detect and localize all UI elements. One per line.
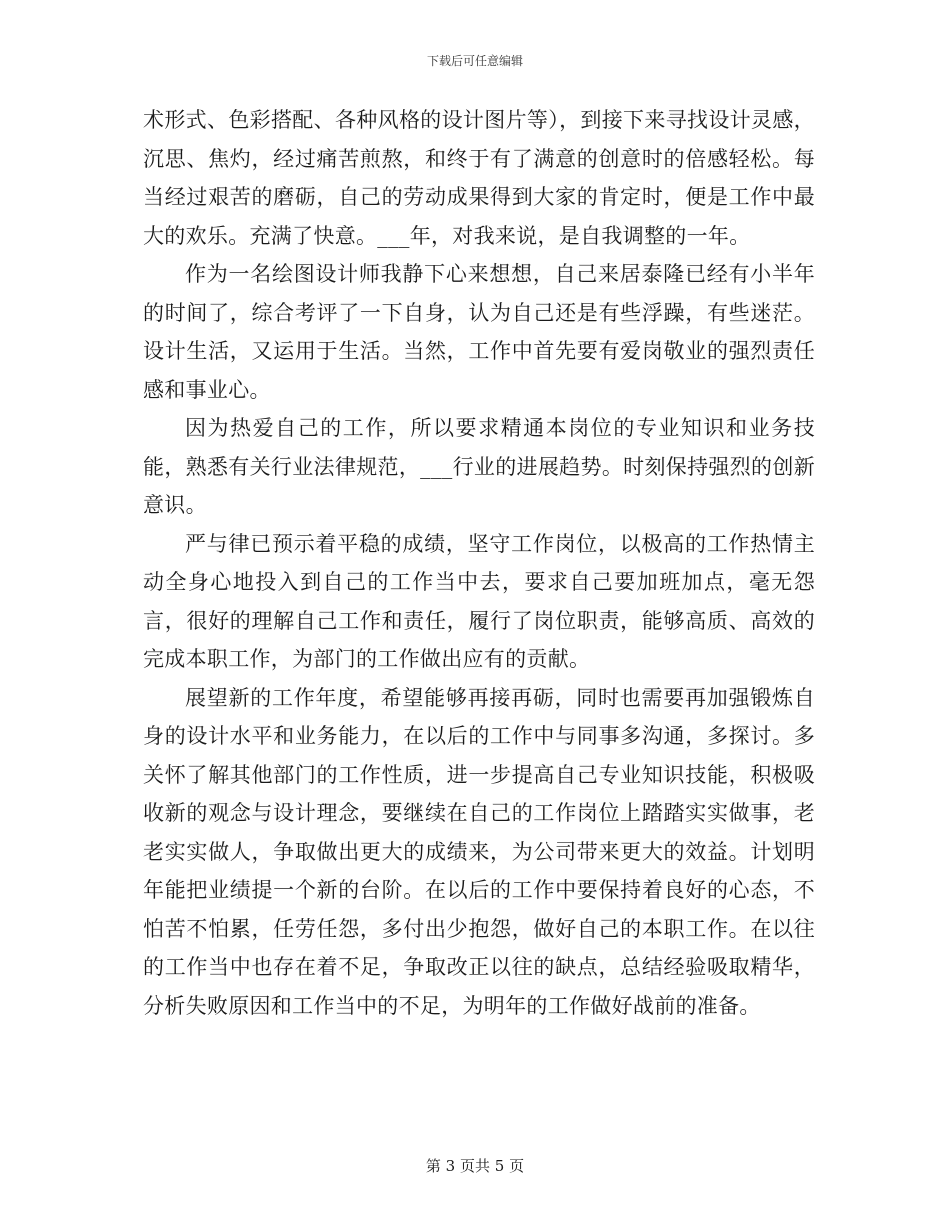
paragraph-3: 因为热爱自己的工作，所以要求精通本岗位的专业知识和业务技能，熟悉有关行业法律规范，___行业的进展趋势。时刻保持强烈的创新意识。 xyxy=(143,416,815,517)
page-number: 第 3 页共 5 页 xyxy=(425,1157,525,1175)
paragraph-5: 展望新的工作年度，希望能够再接再砺，同时也需要再加强锻炼自身的设计水平和业务能力，在以后的工作中与同事多沟通，多探讨。多关怀了解其他部门的工作性质，进一步提高自己专业知识技能，积极吸收新的观念与设计理念，要继续在自己的工作岗位上踏踏实实做事，老老实实做人，争取做出更大的成绩来，为公司带来更大的效益。计划明年能把业绩提一个新的台阶。在以后的工作中要保持着良好的心态，不怕苦不怕累，任劳任怨，多付出少抱怨，做好自己的本职工作。在以往的工作当中也存在着不足，争取改正以往的缺点，总结经验吸取精华，分析失败原因和工作当中的不足，为明年的工作做好战前的准备。 xyxy=(143,685,815,1018)
paragraph-1: 术形式、色彩搭配、各种风格的设计图片等），到接下来寻找设计灵感，沉思、焦灼，经过痛苦煎熬，和终于有了满意的创意时的倍感轻松。每当经过艰苦的磨砺，自己的劳动成果得到大家的肯定时，便是工作中最大的欢乐。充满了快意。___年，对我来说，是自我调整的一年。 xyxy=(143,108,815,248)
page-header-note: 下载后可任意编辑 xyxy=(426,54,523,68)
document-body xyxy=(143,101,815,1025)
paragraph-2: 作为一名绘图设计师我静下心来想想，自己来居泰隆已经有小半年的时间了，综合考评了一下自身，认为自己还是有些浮躁，有些迷茫。设计生活，又运用于生活。当然，工作中首先要有爱岗敬业的强烈责任感和事业心。 xyxy=(143,262,815,402)
paragraph-4: 严与律已预示着平稳的成绩，坚守工作岗位，以极高的工作热情主动全身心地投入到自己的工作当中去，要求自己要加班加点，毫无怨言，很好的理解自己工作和责任，履行了岗位职责，能够高质、高效的完成本职工作，为部门的工作做出应有的贡献。 xyxy=(143,531,815,671)
